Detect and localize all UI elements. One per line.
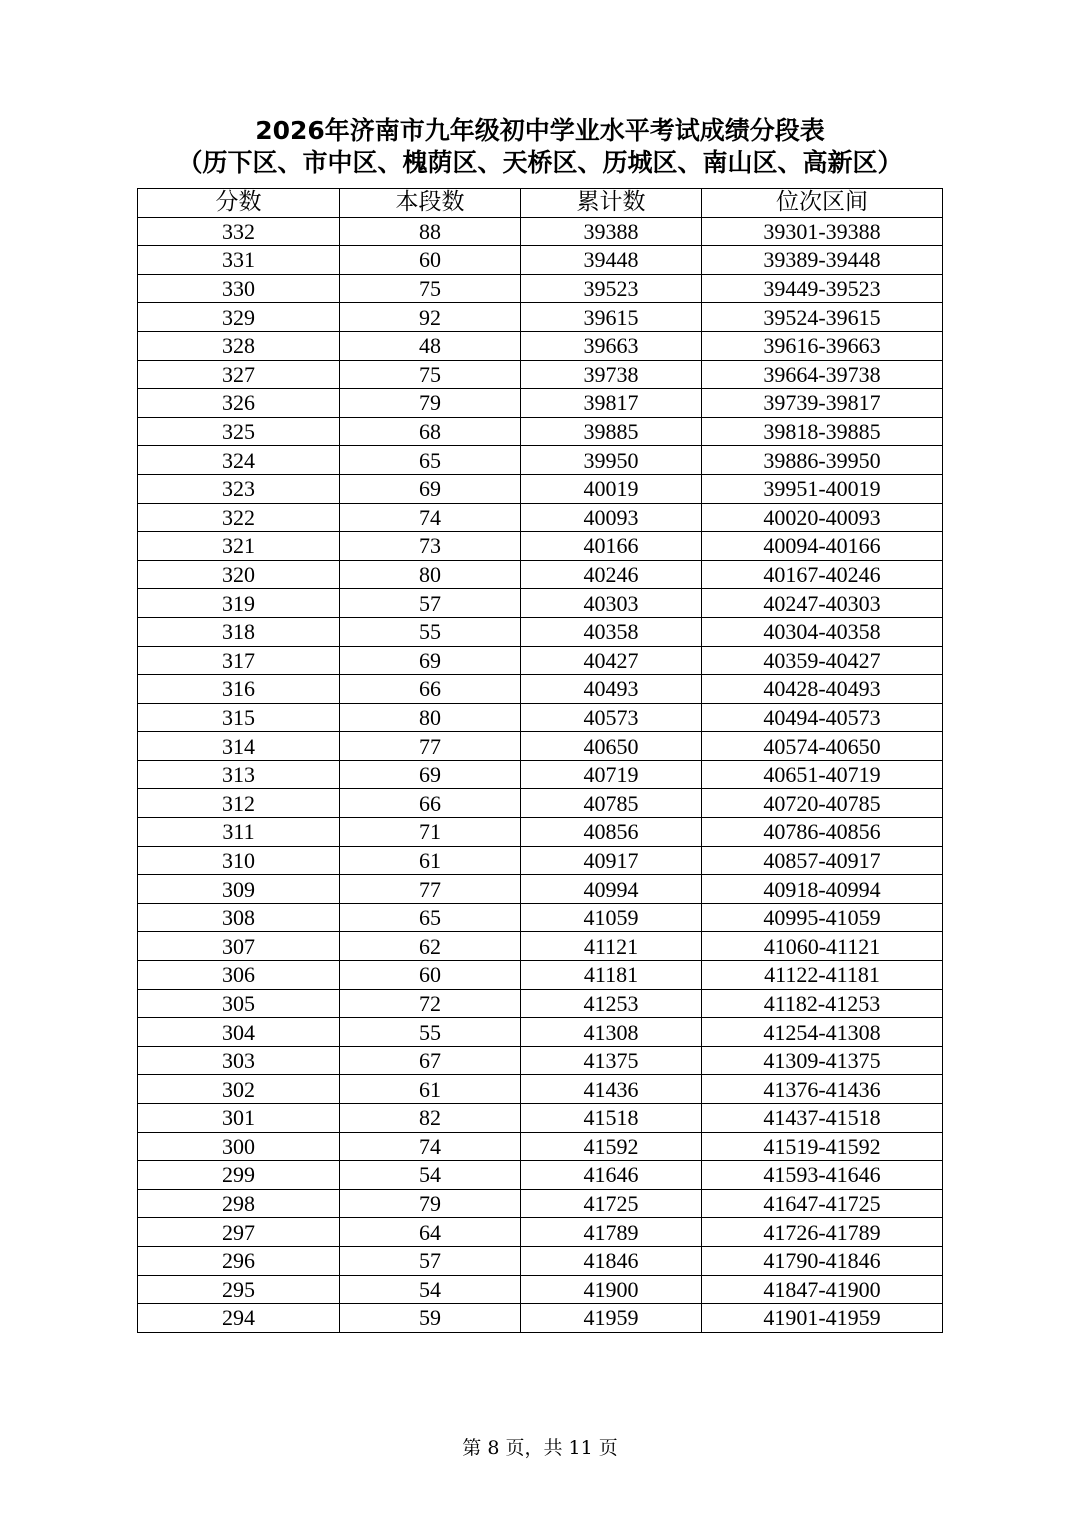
cumulative-count-cell: 41436 (521, 1075, 702, 1104)
score-cell: 295 (138, 1275, 340, 1304)
segment-count-cell: 73 (340, 532, 521, 561)
cumulative-count-cell: 39615 (521, 303, 702, 332)
table-row (138, 1075, 943, 1104)
segment-count-cell: 54 (340, 1161, 521, 1190)
cumulative-count-cell: 40650 (521, 732, 702, 761)
table-row (138, 875, 943, 904)
rank-range-cell: 40494-40573 (702, 703, 943, 732)
score-cell: 330 (138, 274, 340, 303)
cumulative-count-cell: 41518 (521, 1104, 702, 1133)
segment-count-cell: 68 (340, 417, 521, 446)
table-row (138, 961, 943, 990)
cumulative-count-cell: 41375 (521, 1046, 702, 1075)
rank-range-cell: 39951-40019 (702, 474, 943, 503)
score-cell: 297 (138, 1218, 340, 1247)
segment-count-cell: 88 (340, 217, 521, 246)
table-row (138, 303, 943, 332)
table-row (138, 560, 943, 589)
cumulative-count-cell: 41846 (521, 1246, 702, 1275)
cumulative-count-cell: 40719 (521, 760, 702, 789)
table-row (138, 1304, 943, 1333)
table-row (138, 446, 943, 475)
score-distribution-table (137, 188, 943, 1333)
table-row (138, 417, 943, 446)
table-row (138, 617, 943, 646)
rank-range-cell: 40094-40166 (702, 532, 943, 561)
cumulative-count-cell: 39523 (521, 274, 702, 303)
table-row (138, 217, 943, 246)
segment-count-cell: 64 (340, 1218, 521, 1247)
cumulative-count-cell: 41725 (521, 1189, 702, 1218)
cumulative-count-cell: 40573 (521, 703, 702, 732)
rank-range-cell: 41847-41900 (702, 1275, 943, 1304)
score-cell: 306 (138, 961, 340, 990)
cumulative-count-cell: 41646 (521, 1161, 702, 1190)
table-row (138, 846, 943, 875)
segment-count-cell: 61 (340, 846, 521, 875)
segment-count-cell: 72 (340, 989, 521, 1018)
rank-range-cell: 40651-40719 (702, 760, 943, 789)
header-rank-range: 位次区间 (702, 189, 943, 218)
score-cell: 299 (138, 1161, 340, 1190)
rank-range-cell: 39524-39615 (702, 303, 943, 332)
page-footer: 第 8 页，共 11 页 (462, 1437, 618, 1459)
cumulative-count-cell: 40019 (521, 474, 702, 503)
segment-count-cell: 61 (340, 1075, 521, 1104)
segment-count-cell: 62 (340, 932, 521, 961)
score-cell: 302 (138, 1075, 340, 1104)
score-cell: 320 (138, 560, 340, 589)
header-segment-count: 本段数 (340, 189, 521, 218)
segment-count-cell: 77 (340, 875, 521, 904)
segment-count-cell: 69 (340, 760, 521, 789)
score-cell: 303 (138, 1046, 340, 1075)
score-cell: 332 (138, 217, 340, 246)
cumulative-count-cell: 40246 (521, 560, 702, 589)
cumulative-count-cell: 41181 (521, 961, 702, 990)
rank-range-cell: 41901-41959 (702, 1304, 943, 1333)
segment-count-cell: 65 (340, 903, 521, 932)
segment-count-cell: 69 (340, 646, 521, 675)
cumulative-count-cell: 41253 (521, 989, 702, 1018)
segment-count-cell: 59 (340, 1304, 521, 1333)
score-cell: 311 (138, 818, 340, 847)
table-row (138, 331, 943, 360)
score-cell: 315 (138, 703, 340, 732)
cumulative-count-cell: 41592 (521, 1132, 702, 1161)
document-title: 2026年济南市九年级初中学业水平考试成绩分段表 (255, 116, 825, 145)
rank-range-cell: 41437-41518 (702, 1104, 943, 1133)
segment-count-cell: 74 (340, 1132, 521, 1161)
table-row (138, 818, 943, 847)
score-cell: 321 (138, 532, 340, 561)
rank-range-cell: 41309-41375 (702, 1046, 943, 1075)
table-row (138, 789, 943, 818)
rank-range-cell: 41060-41121 (702, 932, 943, 961)
cumulative-count-cell: 41900 (521, 1275, 702, 1304)
segment-count-cell: 77 (340, 732, 521, 761)
table-row (138, 989, 943, 1018)
segment-count-cell: 55 (340, 1018, 521, 1047)
cumulative-count-cell: 40994 (521, 875, 702, 904)
cumulative-count-cell: 39885 (521, 417, 702, 446)
segment-count-cell: 75 (340, 274, 521, 303)
score-cell: 328 (138, 331, 340, 360)
table-row (138, 1161, 943, 1190)
score-cell: 300 (138, 1132, 340, 1161)
rank-range-cell: 40020-40093 (702, 503, 943, 532)
score-cell: 313 (138, 760, 340, 789)
table-body (138, 217, 943, 1332)
rank-range-cell: 40304-40358 (702, 617, 943, 646)
cumulative-count-cell: 41959 (521, 1304, 702, 1333)
rank-range-cell: 41647-41725 (702, 1189, 943, 1218)
rank-range-cell: 41254-41308 (702, 1018, 943, 1047)
cumulative-count-cell: 39817 (521, 389, 702, 418)
cumulative-count-cell: 39738 (521, 360, 702, 389)
table-row (138, 1132, 943, 1161)
score-cell: 325 (138, 417, 340, 446)
segment-count-cell: 79 (340, 1189, 521, 1218)
document-subtitle: （历下区、市中区、槐荫区、天桥区、历城区、南山区、高新区） (177, 148, 903, 177)
table-row (138, 246, 943, 275)
segment-count-cell: 71 (340, 818, 521, 847)
table-row (138, 274, 943, 303)
segment-count-cell: 69 (340, 474, 521, 503)
rank-range-cell: 39301-39388 (702, 217, 943, 246)
cumulative-count-cell: 40785 (521, 789, 702, 818)
rank-range-cell: 41790-41846 (702, 1246, 943, 1275)
rank-range-cell: 41182-41253 (702, 989, 943, 1018)
segment-count-cell: 60 (340, 246, 521, 275)
cumulative-count-cell: 39388 (521, 217, 702, 246)
rank-range-cell: 40995-41059 (702, 903, 943, 932)
segment-count-cell: 65 (340, 446, 521, 475)
rank-range-cell: 39739-39817 (702, 389, 943, 418)
table-header-row (138, 189, 943, 218)
score-cell: 318 (138, 617, 340, 646)
rank-range-cell: 40428-40493 (702, 675, 943, 704)
table-row (138, 1275, 943, 1304)
score-cell: 304 (138, 1018, 340, 1047)
rank-range-cell: 39664-39738 (702, 360, 943, 389)
score-cell: 305 (138, 989, 340, 1018)
table-row (138, 1018, 943, 1047)
segment-count-cell: 55 (340, 617, 521, 646)
segment-count-cell: 67 (340, 1046, 521, 1075)
score-cell: 323 (138, 474, 340, 503)
cumulative-count-cell: 40856 (521, 818, 702, 847)
table-row (138, 1046, 943, 1075)
segment-count-cell: 82 (340, 1104, 521, 1133)
rank-range-cell: 40167-40246 (702, 560, 943, 589)
score-cell: 331 (138, 246, 340, 275)
segment-count-cell: 74 (340, 503, 521, 532)
cumulative-count-cell: 39663 (521, 331, 702, 360)
score-cell: 319 (138, 589, 340, 618)
cumulative-count-cell: 40358 (521, 617, 702, 646)
segment-count-cell: 57 (340, 1246, 521, 1275)
table-row (138, 932, 943, 961)
score-cell: 296 (138, 1246, 340, 1275)
score-cell: 298 (138, 1189, 340, 1218)
rank-range-cell: 41726-41789 (702, 1218, 943, 1247)
header-score: 分数 (138, 189, 340, 218)
score-cell: 322 (138, 503, 340, 532)
rank-range-cell: 40359-40427 (702, 646, 943, 675)
rank-range-cell: 40786-40856 (702, 818, 943, 847)
segment-count-cell: 80 (340, 703, 521, 732)
cumulative-count-cell: 40166 (521, 532, 702, 561)
score-cell: 324 (138, 446, 340, 475)
table-row (138, 703, 943, 732)
segment-count-cell: 75 (340, 360, 521, 389)
rank-range-cell: 39818-39885 (702, 417, 943, 446)
rank-range-cell: 40720-40785 (702, 789, 943, 818)
segment-count-cell: 66 (340, 675, 521, 704)
cumulative-count-cell: 41789 (521, 1218, 702, 1247)
score-cell: 329 (138, 303, 340, 332)
score-cell: 310 (138, 846, 340, 875)
score-cell: 307 (138, 932, 340, 961)
header-cumulative-count: 累计数 (521, 189, 702, 218)
rank-range-cell: 41122-41181 (702, 961, 943, 990)
score-cell: 309 (138, 875, 340, 904)
score-cell: 301 (138, 1104, 340, 1133)
table-row (138, 1246, 943, 1275)
rank-range-cell: 41519-41592 (702, 1132, 943, 1161)
cumulative-count-cell: 40493 (521, 675, 702, 704)
segment-count-cell: 80 (340, 560, 521, 589)
score-cell: 326 (138, 389, 340, 418)
segment-count-cell: 79 (340, 389, 521, 418)
rank-range-cell: 40574-40650 (702, 732, 943, 761)
table-row (138, 1104, 943, 1133)
score-cell: 316 (138, 675, 340, 704)
table-row (138, 389, 943, 418)
table-row (138, 646, 943, 675)
rank-range-cell: 39389-39448 (702, 246, 943, 275)
rank-range-cell: 39449-39523 (702, 274, 943, 303)
table-row (138, 589, 943, 618)
table-row (138, 760, 943, 789)
cumulative-count-cell: 39950 (521, 446, 702, 475)
rank-range-cell: 40918-40994 (702, 875, 943, 904)
rank-range-cell: 39886-39950 (702, 446, 943, 475)
score-cell: 312 (138, 789, 340, 818)
table-row (138, 532, 943, 561)
rank-range-cell: 40857-40917 (702, 846, 943, 875)
segment-count-cell: 60 (340, 961, 521, 990)
score-cell: 308 (138, 903, 340, 932)
score-cell: 314 (138, 732, 340, 761)
rank-range-cell: 41376-41436 (702, 1075, 943, 1104)
cumulative-count-cell: 40427 (521, 646, 702, 675)
cumulative-count-cell: 41059 (521, 903, 702, 932)
score-cell: 317 (138, 646, 340, 675)
rank-range-cell: 39616-39663 (702, 331, 943, 360)
table-row (138, 360, 943, 389)
segment-count-cell: 57 (340, 589, 521, 618)
table-row (138, 474, 943, 503)
score-cell: 294 (138, 1304, 340, 1333)
cumulative-count-cell: 40917 (521, 846, 702, 875)
table-row (138, 1189, 943, 1218)
segment-count-cell: 66 (340, 789, 521, 818)
table-row (138, 1218, 943, 1247)
cumulative-count-cell: 41121 (521, 932, 702, 961)
table-row (138, 503, 943, 532)
table-row (138, 903, 943, 932)
score-cell: 327 (138, 360, 340, 389)
table-row (138, 732, 943, 761)
segment-count-cell: 54 (340, 1275, 521, 1304)
segment-count-cell: 48 (340, 331, 521, 360)
cumulative-count-cell: 40093 (521, 503, 702, 532)
cumulative-count-cell: 41308 (521, 1018, 702, 1047)
rank-range-cell: 40247-40303 (702, 589, 943, 618)
table-row (138, 675, 943, 704)
rank-range-cell: 41593-41646 (702, 1161, 943, 1190)
cumulative-count-cell: 40303 (521, 589, 702, 618)
segment-count-cell: 92 (340, 303, 521, 332)
cumulative-count-cell: 39448 (521, 246, 702, 275)
